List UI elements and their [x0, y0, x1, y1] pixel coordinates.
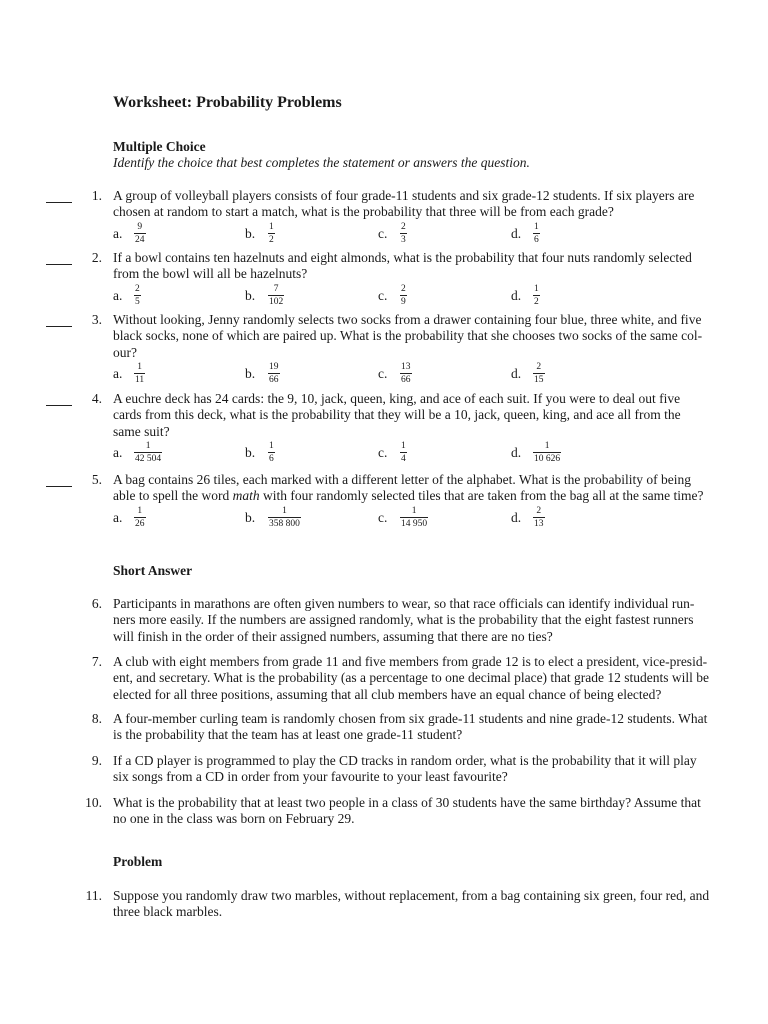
question-text — [113, 472, 725, 505]
fraction-bar — [533, 233, 540, 234]
option-letter: b. — [245, 366, 256, 382]
fraction-denominator: 5 — [135, 296, 140, 307]
option-fraction — [400, 362, 412, 385]
fraction-bar — [400, 373, 412, 374]
question-number: 4. — [91, 391, 102, 406]
fraction-denominator: 13 — [534, 518, 544, 529]
fraction-numerator: 2 — [401, 283, 406, 294]
option-letter: a. — [113, 366, 123, 382]
fraction-denominator: 14 950 — [401, 518, 428, 529]
question-text — [113, 250, 725, 283]
fraction-denominator: 9 — [401, 296, 406, 307]
question-number: 11. — [85, 888, 102, 903]
option-fraction — [134, 284, 141, 307]
fraction-denominator: 358 800 — [269, 518, 300, 529]
option-fraction — [400, 441, 407, 464]
question-line: chosen at random to start a match, what is the probability that three will be from each grade? — [113, 204, 614, 220]
question-text — [113, 753, 725, 786]
fraction-denominator: 6 — [534, 234, 539, 245]
question-number: 3. — [91, 312, 102, 327]
fraction-bar — [533, 517, 545, 518]
question-text — [113, 312, 725, 361]
option-fraction — [134, 441, 162, 464]
option-letter: a. — [113, 225, 123, 241]
question-line: What is the probability that at least two people in a class of 30 students have the same birthday? Assume that — [113, 795, 701, 810]
fraction-denominator: 102 — [269, 296, 284, 307]
emphasized-word: math — [232, 488, 260, 504]
question-line: our? — [113, 344, 137, 360]
fraction-denominator: 11 — [135, 375, 145, 386]
fraction-denominator: 66 — [401, 375, 411, 386]
option-fraction — [400, 506, 428, 529]
question-line: ners more easily. If the numbers are assigned randomly, what is the probability that the eight fastest runners — [113, 612, 694, 628]
fraction-denominator: 42 504 — [135, 454, 162, 465]
fraction-numerator: 1 — [534, 283, 539, 294]
question-text — [113, 188, 725, 221]
option-letter: d. — [511, 366, 522, 382]
question-line: cards from this deck, what is the probability that they will be a 10, jack, queen, king, and ace all from the — [113, 407, 681, 423]
fraction-bar — [533, 295, 540, 296]
question-text — [113, 888, 725, 921]
question-text — [113, 795, 725, 828]
fraction-bar — [533, 452, 561, 453]
option-letter: d. — [511, 287, 522, 303]
fraction-numerator: 1 — [534, 221, 539, 232]
option-fraction — [134, 362, 145, 385]
question-line: no one in the class was born on February 29. — [113, 811, 355, 827]
fraction-denominator: 66 — [269, 375, 279, 386]
fraction-numerator: 13 — [401, 362, 411, 373]
option-letter: d. — [511, 509, 522, 525]
question-line: is the probability that the team has at least one grade-11 student? — [113, 727, 463, 743]
fraction-numerator: 1 — [411, 505, 417, 516]
option-fraction — [268, 441, 275, 464]
fraction-denominator: 15 — [534, 375, 544, 386]
question-line: Without looking, Jenny randomly selects two socks from a drawer containing four blue, three white, and five — [113, 312, 702, 327]
fraction-denominator: 4 — [401, 454, 406, 465]
question-line: A club with eight members from grade 11 and five members from grade 12 is to elect a president, vice-presid- — [113, 654, 708, 669]
question-line: A group of volleyball players consists of four grade-11 students and six grade-12 students. If six players are — [113, 188, 695, 203]
fraction-numerator: 1 — [137, 362, 142, 373]
fraction-bar — [400, 517, 428, 518]
question-text — [113, 596, 725, 645]
fraction-bar — [268, 295, 284, 296]
fraction-numerator: 2 — [401, 221, 406, 232]
fraction-bar — [134, 517, 146, 518]
fraction-bar — [134, 373, 145, 374]
option-fraction — [268, 222, 275, 245]
fraction-bar — [268, 233, 275, 234]
question-line: able to spell the word math with four randomly selected tiles that are taken from the bag all at the same time? — [113, 488, 704, 504]
fraction-bar — [134, 452, 162, 453]
question-text — [113, 711, 725, 744]
fraction-bar — [134, 295, 141, 296]
fraction-bar — [400, 295, 407, 296]
option-fraction — [268, 506, 301, 529]
section-heading-short-answer: Short Answer — [113, 563, 193, 578]
fraction-denominator: 3 — [401, 234, 406, 245]
question-text — [113, 391, 725, 440]
option-fraction — [533, 284, 540, 307]
fraction-numerator: 2 — [536, 362, 542, 373]
question-text — [113, 654, 725, 703]
option-fraction — [533, 441, 561, 464]
option-fraction — [533, 362, 545, 385]
fraction-numerator: 2 — [135, 283, 140, 294]
question-line: If a CD player is programmed to play the CD tracks in random order, what is the probability that it will play — [113, 753, 697, 768]
question-number: 10. — [85, 795, 102, 810]
option-letter: c. — [378, 366, 388, 382]
question-line: from the bowl will all be hazelnuts? — [113, 266, 308, 282]
fraction-bar — [134, 233, 146, 234]
question-line: Participants in marathons are often given numbers to wear, so that race officials can identify individual run- — [113, 596, 695, 611]
question-line: six songs from a CD in order from your favourite to your least favourite? — [113, 769, 508, 785]
fraction-numerator: 7 — [273, 283, 279, 294]
section-heading-multiple-choice: Multiple Choice — [113, 139, 206, 154]
fraction-numerator: 1 — [145, 441, 151, 452]
option-fraction — [268, 284, 284, 307]
option-fraction — [400, 222, 407, 245]
option-letter: c. — [378, 445, 388, 461]
option-letter: a. — [113, 509, 123, 525]
fraction-numerator: 1 — [137, 505, 143, 516]
fraction-numerator: 1 — [401, 441, 406, 452]
fraction-denominator: 2 — [534, 296, 539, 307]
option-fraction — [268, 362, 280, 385]
question-number: 1. — [91, 188, 102, 203]
question-number: 9. — [91, 753, 102, 768]
question-number: 2. — [91, 250, 102, 265]
section-instructions: Identify the choice that best completes the statement or answers the question. — [113, 155, 530, 170]
question-number: 8. — [91, 711, 102, 726]
question-number: 5. — [91, 472, 102, 487]
option-letter: b. — [245, 287, 256, 303]
fraction-denominator: 6 — [269, 454, 274, 465]
fraction-numerator: 1 — [269, 221, 274, 232]
option-letter: a. — [113, 445, 123, 461]
question-line: elected for all three positions, assuming that all club members have an equal chance of being elected? — [113, 686, 662, 702]
question-line: same suit? — [113, 423, 170, 439]
option-fraction — [134, 222, 146, 245]
section-heading-problem: Problem — [113, 854, 163, 869]
fraction-bar — [533, 373, 545, 374]
question-line: three black marbles. — [113, 904, 223, 920]
question-line: If a bowl contains ten hazelnuts and eight almonds, what is the probability that four nuts randomly selected — [113, 250, 692, 265]
question-number: 7. — [91, 654, 102, 669]
option-fraction — [533, 506, 545, 529]
option-fraction — [134, 506, 146, 529]
fraction-bar — [268, 517, 301, 518]
fraction-numerator: 1 — [269, 441, 274, 452]
question-line: ent, and secretary. What is the probability (as a percentage to one decimal place) that grade 12 students will be — [113, 670, 710, 686]
option-letter: a. — [113, 287, 123, 303]
fraction-numerator: 1 — [282, 505, 287, 516]
option-letter: d. — [511, 225, 522, 241]
question-line: A euchre deck has 24 cards: the 9, 10, jack, queen, king, and ace of each suit. If you were to deal out five — [113, 391, 681, 406]
question-line: black socks, none of which are paired up. What is the probability that she chooses two socks of the same col- — [113, 328, 703, 344]
fraction-denominator: 26 — [135, 518, 145, 529]
option-letter: c. — [378, 509, 388, 525]
option-fraction — [533, 222, 540, 245]
fraction-bar — [400, 233, 407, 234]
option-letter: b. — [245, 509, 256, 525]
question-line: A bag contains 26 tiles, each marked with a different letter of the alphabet. What is the probability of being — [113, 472, 691, 487]
fraction-bar — [400, 452, 407, 453]
fraction-denominator: 24 — [135, 234, 145, 245]
question-line: will finish in the order of their assigned numbers, assuming that there are no ties? — [113, 628, 553, 644]
fraction-bar — [268, 452, 275, 453]
fraction-bar — [268, 373, 280, 374]
fraction-numerator: 2 — [536, 505, 542, 516]
question-line: Suppose you randomly draw two marbles, without replacement, from a bag containing six green, four red, and — [113, 888, 710, 903]
option-letter: c. — [378, 287, 388, 303]
fraction-numerator: 19 — [269, 362, 279, 373]
option-letter: b. — [245, 445, 256, 461]
fraction-numerator: 1 — [544, 441, 550, 452]
option-letter: b. — [245, 225, 256, 241]
fraction-denominator: 2 — [269, 234, 274, 245]
question-number: 6. — [91, 596, 102, 611]
option-fraction — [400, 284, 407, 307]
option-letter: d. — [511, 445, 522, 461]
option-letter: c. — [378, 225, 388, 241]
fraction-denominator: 10 626 — [534, 454, 561, 465]
worksheet-title: Worksheet: Probability Problems — [113, 94, 342, 111]
question-line: A four-member curling team is randomly chosen from six grade-11 students and nine grade-12 students. What — [113, 711, 708, 726]
fraction-numerator: 9 — [137, 221, 143, 232]
